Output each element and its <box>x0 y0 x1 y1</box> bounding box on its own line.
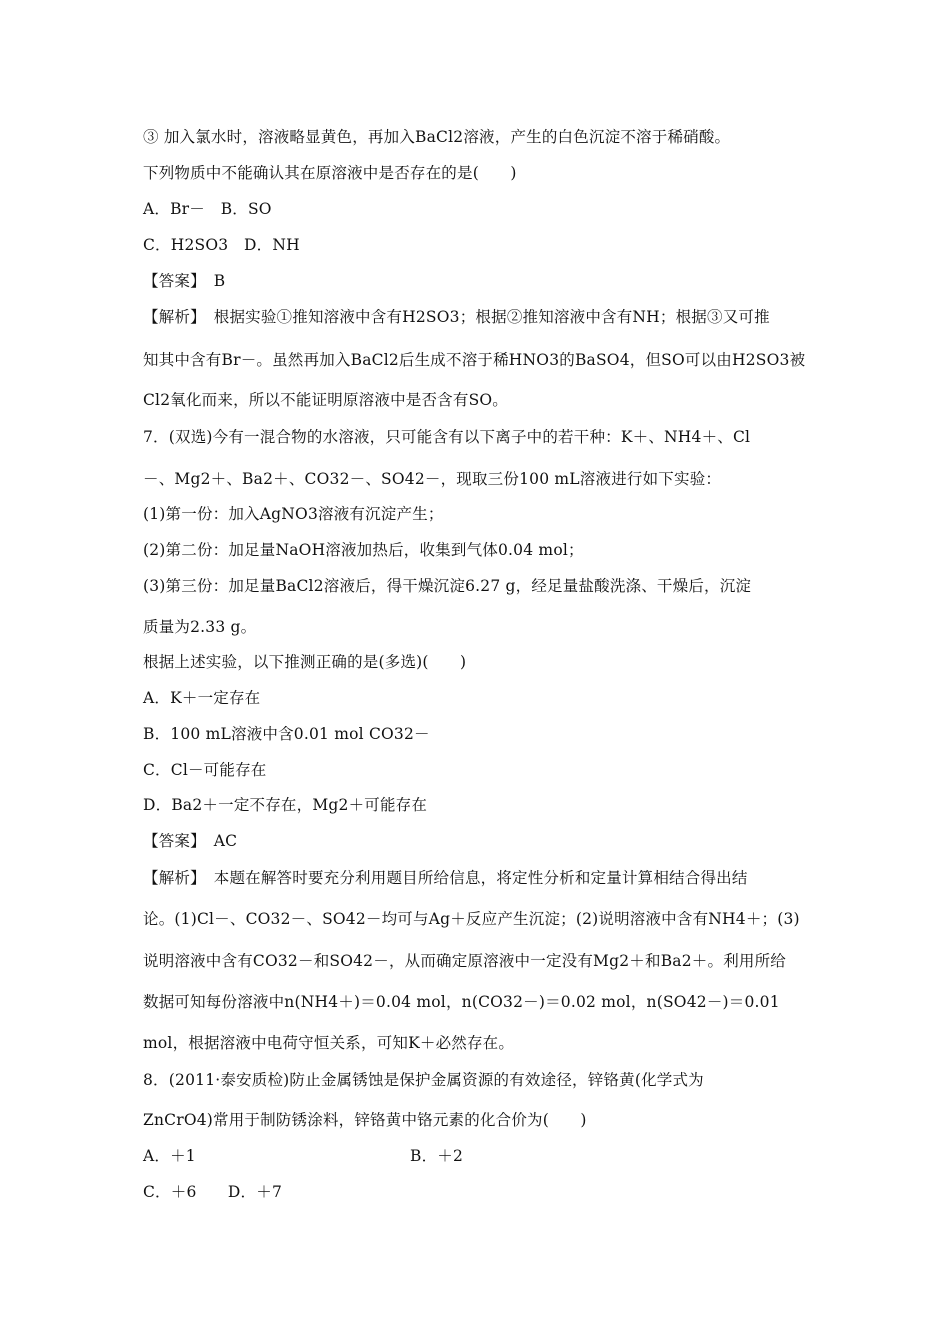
question-text: ZnCrO4)常用于制防锈涂料，锌铬黄中铬元素的化合价为( ) <box>143 1111 587 1129</box>
explanation-line: Cl2氧化而来，所以不能证明原溶液中是否含有SO。 <box>143 391 509 409</box>
option-line: A．K＋一定存在 <box>143 689 261 707</box>
question-text: －、Mg2＋、Ba2＋、CO32－、SO42－，现取三份100 mL溶液进行如下实验： <box>143 470 722 488</box>
explanation-line: 【解析】 本题在解答时要充分利用题目所给信息，将定性分析和定量计算相结合得出结 <box>143 869 748 887</box>
explanation-line: 知其中含有Br－。虽然再加入BaCl2后生成不溶于稀HNO3的BaSO4，但SO可以由H2SO3被 <box>143 351 806 369</box>
option-row: C．＋6 D．＋7 <box>143 1183 283 1201</box>
text-line: ③ 加入氯水时，溶液略显黄色，再加入BaCl2溶液，产生的白色沉淀不溶于稀硝酸。 <box>143 128 731 146</box>
option-line: C．H2SO3 D．NH <box>143 236 300 254</box>
question-prompt: 下列物质中不能确认其在原溶液中是否存在的是( ) <box>143 164 517 182</box>
explanation-line: 论。(1)Cl－、CO32－、SO42－均可与Ag＋反应产生沉淀；(2)说明溶液中含有NH4＋；(3) <box>143 910 800 928</box>
explanation-line: mol，根据溶液中电荷守恒关系，可知K＋必然存在。 <box>143 1034 515 1052</box>
explanation-line: 【解析】 根据实验①推知溶液中含有H2SO3；根据②推知溶液中含有NH；根据③又可推 <box>143 308 770 326</box>
question-prompt: 根据上述实验，以下推测正确的是(多选)( ) <box>143 653 467 671</box>
option-b: B．＋2 <box>410 1147 464 1165</box>
option-line: C．Cl－可能存在 <box>143 761 267 779</box>
question-title: 7．(双选)今有一混合物的水溶液，只可能含有以下离子中的若干种：K＋、NH4＋、Cl <box>143 428 751 446</box>
experiment-step: (1)第一份：加入AgNO3溶液有沉淀产生； <box>143 505 444 523</box>
explanation-line: 说明溶液中含有CO32－和SO42－，从而确定原溶液中一定没有Mg2＋和Ba2＋。利用所给 <box>143 952 786 970</box>
experiment-step: (3)第三份：加足量BaCl2溶液后，得干燥沉淀6.27 g，经足量盐酸洗涤、干燥后，沉淀 <box>143 577 752 595</box>
explanation-line: 数据可知每份溶液中n(NH4＋)＝0.04 mol，n(CO32－)＝0.02 mol，n(SO42－)＝0.01 <box>143 993 780 1011</box>
option-row <box>143 1145 810 1167</box>
experiment-step: (2)第二份：加足量NaOH溶液加热后，收集到气体0.04 mol； <box>143 541 584 559</box>
option-line: A．Br－ B．SO <box>143 200 272 218</box>
option-line: B．100 mL溶液中含0.01 mol CO32－ <box>143 725 430 743</box>
option-a: A．＋1 <box>143 1147 196 1165</box>
option-line: D．Ba2＋一定不存在，Mg2＋可能存在 <box>143 796 428 814</box>
answer-line: 【答案】 AC <box>143 832 238 850</box>
answer-line: 【答案】 B <box>143 272 226 290</box>
experiment-step: 质量为2.33 g。 <box>143 618 257 636</box>
question-title: 8．(2011·泰安质检)防止金属锈蚀是保护金属资源的有效途径，锌铬黄(化学式为 <box>143 1071 704 1089</box>
